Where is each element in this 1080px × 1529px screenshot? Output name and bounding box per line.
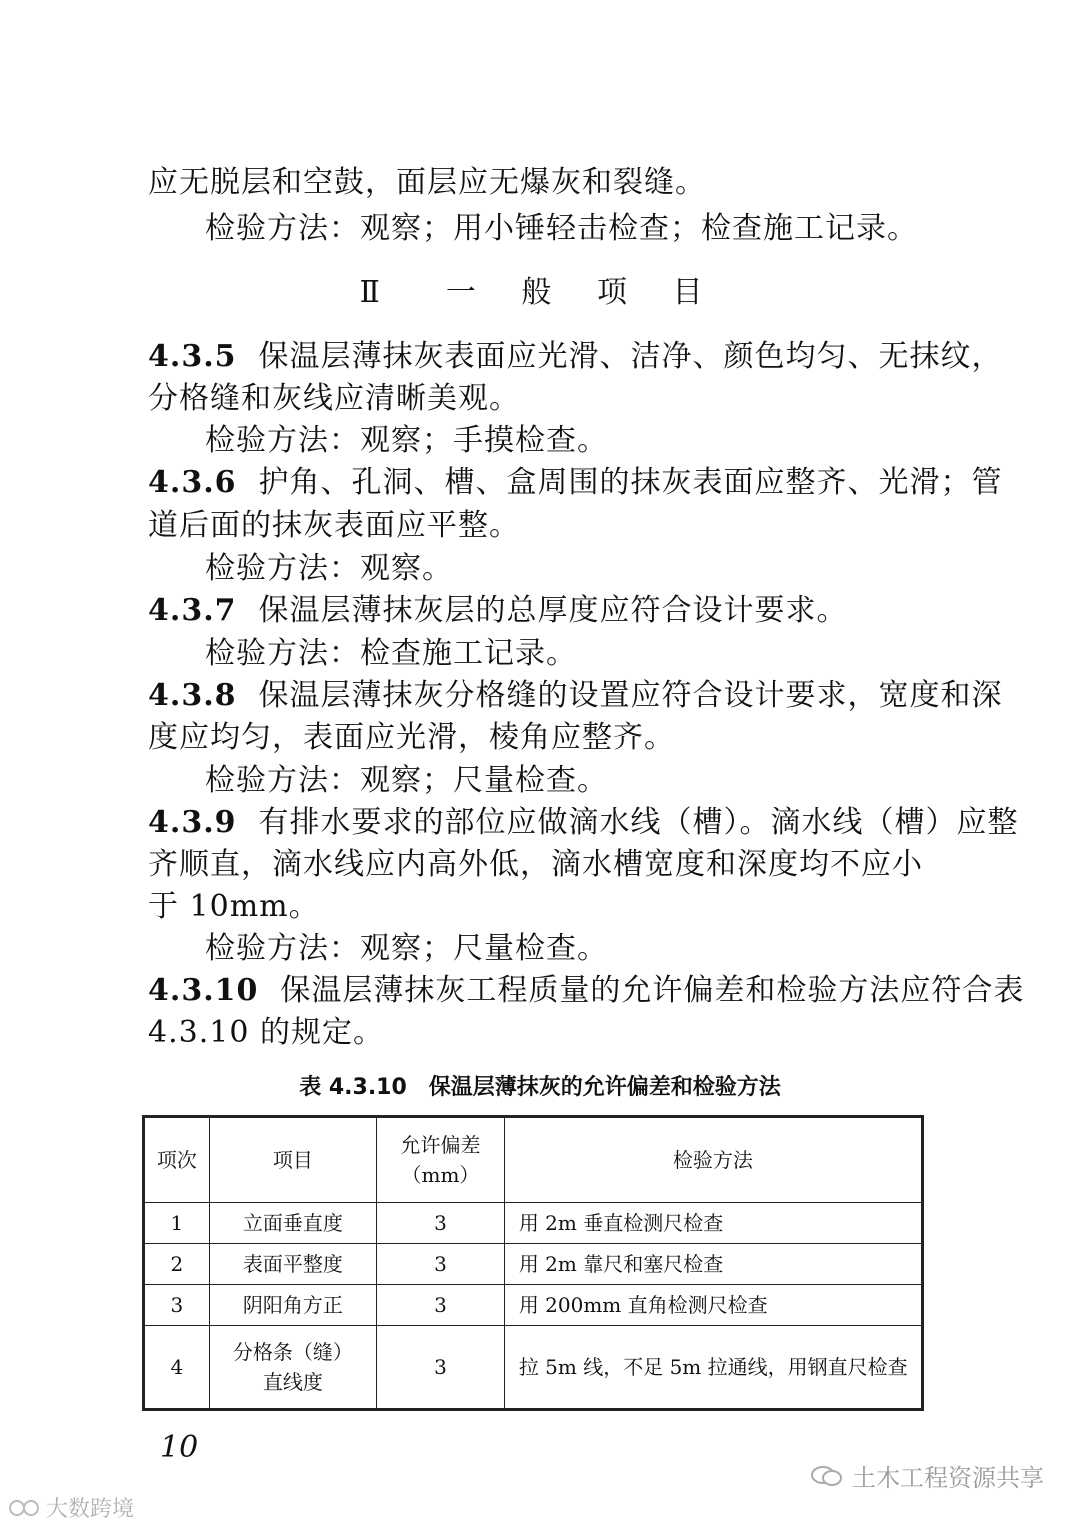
cell-item: 立面垂直度: [209, 1203, 376, 1244]
text-line: 4.3.10 的规定。: [148, 1015, 384, 1050]
cell-item-line: 分格条（缝）: [232, 1340, 353, 1364]
table-row: [144, 1203, 923, 1244]
clause-number: 4.3.10: [148, 973, 259, 1008]
clause-text: 保温层薄抹灰工程质量的允许偏差和检验方法应符合表: [280, 973, 1025, 1008]
watermark-right: [810, 1458, 1044, 1493]
watermark-text: 土木工程资源共享: [852, 1464, 1044, 1492]
clause-text: 有排水要求的部位应做滴水线（槽）。滴水线（槽）应整: [258, 805, 1019, 840]
cell-method: 用 2m 靠尺和塞尺检查: [504, 1244, 922, 1285]
inspection-method: 检验方法：观察；尺量检查。: [205, 763, 608, 798]
inspection-method: 检验方法：观察；手摸检查。: [205, 423, 608, 458]
clause-text: 护角、孔洞、槽、盒周围的抹灰表面应整齐、光滑；管: [258, 465, 1003, 500]
cell-tolerance: 3: [377, 1203, 505, 1244]
clause-text: 保温层薄抹灰层的总厚度应符合设计要求。: [258, 593, 848, 628]
text-line: 分格缝和灰线应清晰美观。: [148, 381, 520, 416]
clause-4-3-7: [148, 591, 938, 631]
cell-method: 用 200mm 直角检测尺检查: [504, 1285, 922, 1326]
clause-number: 4.3.7: [148, 593, 237, 628]
cell-tolerance: 3: [377, 1244, 505, 1285]
header-tolerance-unit: （mm）: [401, 1163, 480, 1187]
text-line: 齐顺直，滴水线应内高外低，滴水槽宽度和深度均不应小: [148, 847, 923, 882]
header-index: 项次: [144, 1117, 210, 1203]
tolerance-table: [142, 1115, 924, 1411]
clause-4-3-10: [148, 971, 1025, 1011]
clause-4-3-5: [148, 337, 1003, 377]
table-row: [144, 1326, 923, 1410]
cell-tolerance: 3: [377, 1285, 505, 1326]
table-row: [144, 1285, 923, 1326]
header-item: 项目: [209, 1117, 376, 1203]
watermark-left: [8, 1492, 134, 1523]
table-header-row: [144, 1117, 923, 1203]
clause-number: 4.3.6: [148, 465, 237, 500]
header-method: 检验方法: [504, 1117, 922, 1203]
cell-method: 用 2m 垂直检测尺检查: [504, 1203, 922, 1244]
text-line: 道后面的抹灰表面应平整。: [148, 508, 520, 543]
cell-item: 阴阳角方正: [209, 1285, 376, 1326]
clause-text: 保温层薄抹灰表面应光滑、洁净、颜色均匀、无抹纹，: [258, 339, 1003, 374]
cell-index: 2: [144, 1244, 210, 1285]
header-tolerance-label: 允许偏差: [400, 1133, 481, 1157]
inspection-method: 检验方法：检查施工记录。: [205, 636, 577, 671]
cell-index: 1: [144, 1203, 210, 1244]
inspection-method: 检验方法：观察。: [205, 551, 453, 586]
table-row: [144, 1244, 923, 1285]
cell-index: 4: [144, 1326, 210, 1410]
cell-index: 3: [144, 1285, 210, 1326]
text-line: 应无脱层和空鼓，面层应无爆灰和裂缝。: [148, 165, 706, 200]
inspection-method: 检验方法：观察；尺量检查。: [205, 931, 608, 966]
text-line: 于 10mm。: [148, 889, 320, 924]
table-title: 表 4.3.10 保温层薄抹灰的允许偏差和检验方法: [299, 1075, 781, 1100]
clause-number: 4.3.5: [148, 339, 237, 374]
text-line: 度应均匀，表面应光滑，棱角应整齐。: [148, 720, 675, 755]
cell-method: 拉 5m 线，不足 5m 拉通线，用钢直尺检查: [504, 1326, 922, 1410]
cell-item: 表面平整度: [209, 1244, 376, 1285]
watermark-text: 大数跨境: [46, 1497, 135, 1522]
clause-4-3-6: [148, 463, 1003, 503]
clause-4-3-9: [148, 803, 1019, 843]
clause-4-3-8: [148, 676, 1003, 716]
cell-item: [209, 1326, 376, 1410]
wechat-icon: [810, 1465, 844, 1487]
inspection-method: 检验方法：观察；用小锤轻击检查；检查施工记录。: [205, 211, 918, 246]
clause-number: 4.3.8: [148, 678, 237, 713]
header-tolerance: [377, 1117, 505, 1203]
cell-item-line: 直线度: [262, 1370, 323, 1394]
logo-icon: [8, 1497, 42, 1519]
cell-tolerance: 3: [377, 1326, 505, 1410]
clause-number: 4.3.9: [148, 805, 237, 840]
section-heading: Ⅱ 一 般 项 目: [359, 275, 721, 310]
clause-text: 保温层薄抹灰分格缝的设置应符合设计要求，宽度和深: [258, 678, 1003, 713]
page-number: 10: [160, 1430, 199, 1465]
